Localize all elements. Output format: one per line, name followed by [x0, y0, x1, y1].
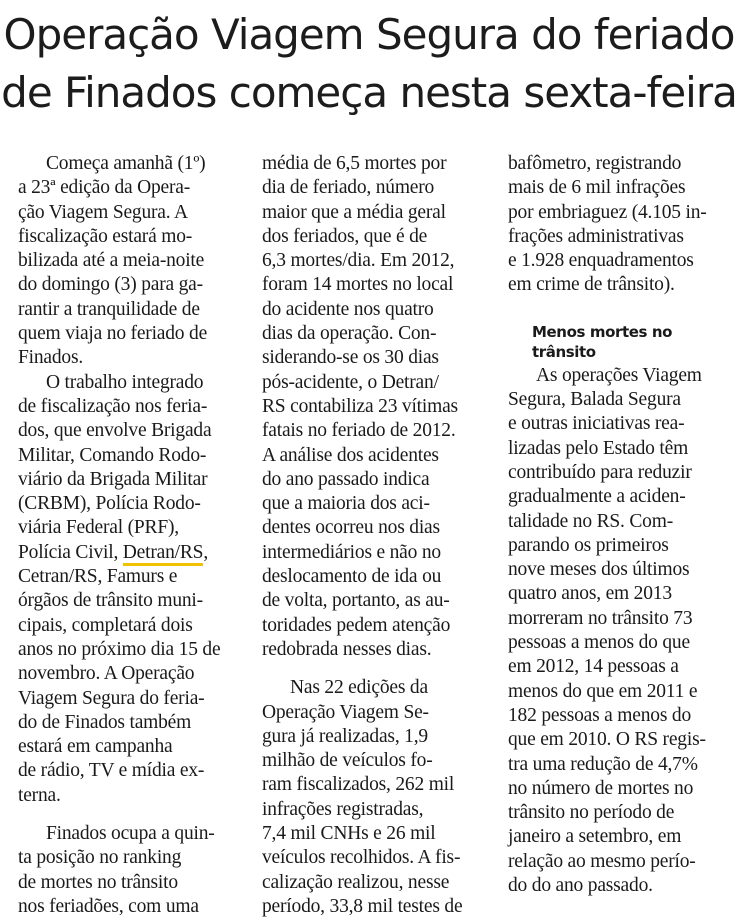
text-line: cipais, completará dois	[18, 614, 193, 636]
paragraph	[18, 371, 248, 808]
text-line: As operações Viagem	[536, 364, 702, 386]
text-line: mais de 6 mil infrações	[508, 177, 686, 199]
text-line: dos feriados, que é de	[262, 225, 428, 247]
column-1	[18, 152, 248, 919]
text-line: trânsito no período de	[508, 802, 675, 824]
text-line: Finados ocupa a quin-	[46, 823, 215, 845]
text-line: de mortes no trânsito	[18, 871, 178, 893]
text-line: relação ao mesmo perío-	[508, 850, 696, 872]
text-line: de rádio, TV e mídia ex-	[18, 760, 205, 782]
headline-line-1: Operação Viagem Segura do feriado	[3, 10, 735, 59]
text-line: lizadas pelo Estado têm	[508, 437, 689, 459]
paragraph-lines	[18, 566, 220, 806]
text-line: e 1.928 enquadramentos	[508, 250, 694, 272]
text-line: pós-acidente, o Detran/	[262, 371, 439, 393]
text-line: foram 14 mortes no local	[262, 274, 454, 296]
text-line: estará em campanha	[18, 736, 173, 758]
text-line: morreram no trânsito 73	[508, 607, 693, 629]
text-line: (CRBM), Polícia Rodo-	[18, 493, 201, 515]
text-line: órgãos de trânsito muni-	[18, 590, 203, 612]
text-line: média de 6,5 mortes por	[262, 153, 447, 174]
text-line: dentes ocorreu nos dias	[262, 517, 440, 539]
text-line: que a maioria dos aci-	[262, 493, 430, 515]
text-line: calização realizou, nesse	[262, 871, 450, 893]
headline-line-2: de Finados começa nesta sexta-feira	[1, 68, 737, 117]
paragraph	[508, 364, 732, 899]
text-line: dias da operação. Con-	[262, 323, 437, 345]
text-line: no número de mortes no	[508, 777, 694, 799]
paragraph	[262, 152, 492, 662]
text-line: Segura, Balada Segura	[508, 389, 681, 411]
paragraph	[18, 822, 248, 919]
text-line: rantir a tranquilidade de	[18, 298, 200, 320]
text-line: bafômetro, registrando	[508, 153, 682, 174]
text-line: do domingo (3) para ga-	[18, 274, 203, 296]
text-line: quem viaja no feriado de	[18, 323, 208, 345]
text-line: 182 pessoas a menos do	[508, 704, 691, 726]
text-line: redobrada nesses dias.	[262, 638, 432, 660]
text-line: ta posição no ranking	[18, 847, 182, 869]
text-line: milhão de veículos fo-	[262, 750, 433, 772]
paragraph	[18, 152, 248, 371]
text-line: nove meses dos últimos	[508, 559, 690, 581]
text-line: do acidente nos quatro	[262, 298, 434, 320]
text-line: nos feriadões, com uma	[18, 895, 199, 917]
text-line: Viagem Segura do feria-	[18, 687, 205, 709]
paragraph-text: ,	[203, 541, 209, 563]
text-line: pessoas a menos do que	[508, 632, 690, 654]
text-line: Finados.	[18, 347, 84, 369]
text-line: gradualmente a aciden-	[508, 486, 686, 508]
text-line: maior que a média geral	[262, 201, 446, 223]
text-line: janeiro a setembro, em	[508, 826, 682, 848]
text-line: em 2012, 14 pessoas a	[508, 656, 679, 678]
text-line: viário da Brigada Militar	[18, 468, 208, 490]
text-line: deslocamento de ida ou	[262, 566, 442, 588]
text-line: Operação Viagem Se-	[262, 701, 429, 723]
text-line: toridades pedem atenção	[262, 614, 451, 636]
text-line: frações administrativas	[508, 225, 684, 247]
text-line: por embriaguez (4.105 in-	[508, 201, 707, 223]
paragraph-text: Polícia Civil,	[18, 541, 123, 563]
text-line: O trabalho integrado	[46, 371, 204, 393]
text-line: bilizada até a meia-noite	[18, 250, 205, 272]
text-line: Militar, Comando Rodo-	[18, 444, 207, 466]
text-line: novembro. A Operação	[18, 663, 195, 685]
text-line: viária Federal (PRF),	[18, 517, 179, 539]
text-line: 7,4 mil CNHs e 26 mil	[262, 823, 436, 845]
text-line: contribuído para reduzir	[508, 461, 692, 483]
text-line: veículos recolhidos. A fis-	[262, 847, 461, 869]
highlighted-term: Detran/RS	[123, 542, 204, 566]
text-line: de fiscalização nos feria-	[18, 395, 208, 417]
text-line: ram fiscalizados, 262 mil	[262, 774, 455, 796]
section-subheading: Menos mortes no trânsito	[532, 322, 673, 361]
text-line: fiscalização estará mo-	[18, 225, 193, 247]
text-line: que em 2010. O RS regis-	[508, 729, 706, 751]
text-line: quatro anos, em 2013	[508, 583, 672, 605]
text-line: a 23ª edição da Opera-	[18, 177, 191, 199]
text-line: infrações registradas,	[262, 798, 424, 820]
column-2	[262, 152, 492, 919]
paragraph	[508, 152, 732, 298]
text-line: terna.	[18, 784, 61, 806]
text-line: do de Finados também	[18, 711, 192, 733]
article-headline	[0, 6, 738, 122]
text-line: do do ano passado.	[508, 875, 653, 897]
text-line: de volta, portanto, as au-	[262, 590, 450, 612]
text-line: período, 33,8 mil testes de	[262, 895, 463, 917]
text-line: do ano passado indica	[262, 468, 430, 490]
column-3	[508, 152, 732, 898]
text-line: anos no próximo dia 15 de	[18, 638, 221, 660]
text-line: parando os primeiros	[508, 534, 669, 556]
text-line: intermediários e não no	[262, 541, 441, 563]
text-line: Cetran/RS, Famurs e	[18, 566, 178, 588]
paragraph-lines	[18, 372, 211, 539]
text-line: dia de feriado, número	[262, 177, 435, 199]
text-line: fatais no feriado de 2012.	[262, 420, 456, 442]
text-line: ção Viagem Segura. A	[18, 201, 188, 223]
text-line: e outras iniciativas rea-	[508, 413, 685, 435]
text-line: RS contabiliza 23 vítimas	[262, 395, 458, 417]
text-line: 6,3 mortes/dia. Em 2012,	[262, 250, 455, 272]
text-line: gura já realizadas, 1,9	[262, 725, 428, 747]
text-line: menos do que em 2011 e	[508, 680, 698, 702]
text-line: talidade no RS. Com-	[508, 510, 673, 532]
text-line: A análise dos acidentes	[262, 444, 439, 466]
text-line: Começa amanhã (1º)	[46, 153, 206, 174]
paragraph	[262, 676, 492, 919]
text-line: siderando-se os 30 dias	[262, 347, 439, 369]
text-line: dos, que envolve Brigada	[18, 420, 212, 442]
text-line: tra uma redução de 4,7%	[508, 753, 698, 775]
text-line: em crime de trânsito).	[508, 274, 675, 296]
text-line: Nas 22 edições da	[290, 677, 428, 699]
